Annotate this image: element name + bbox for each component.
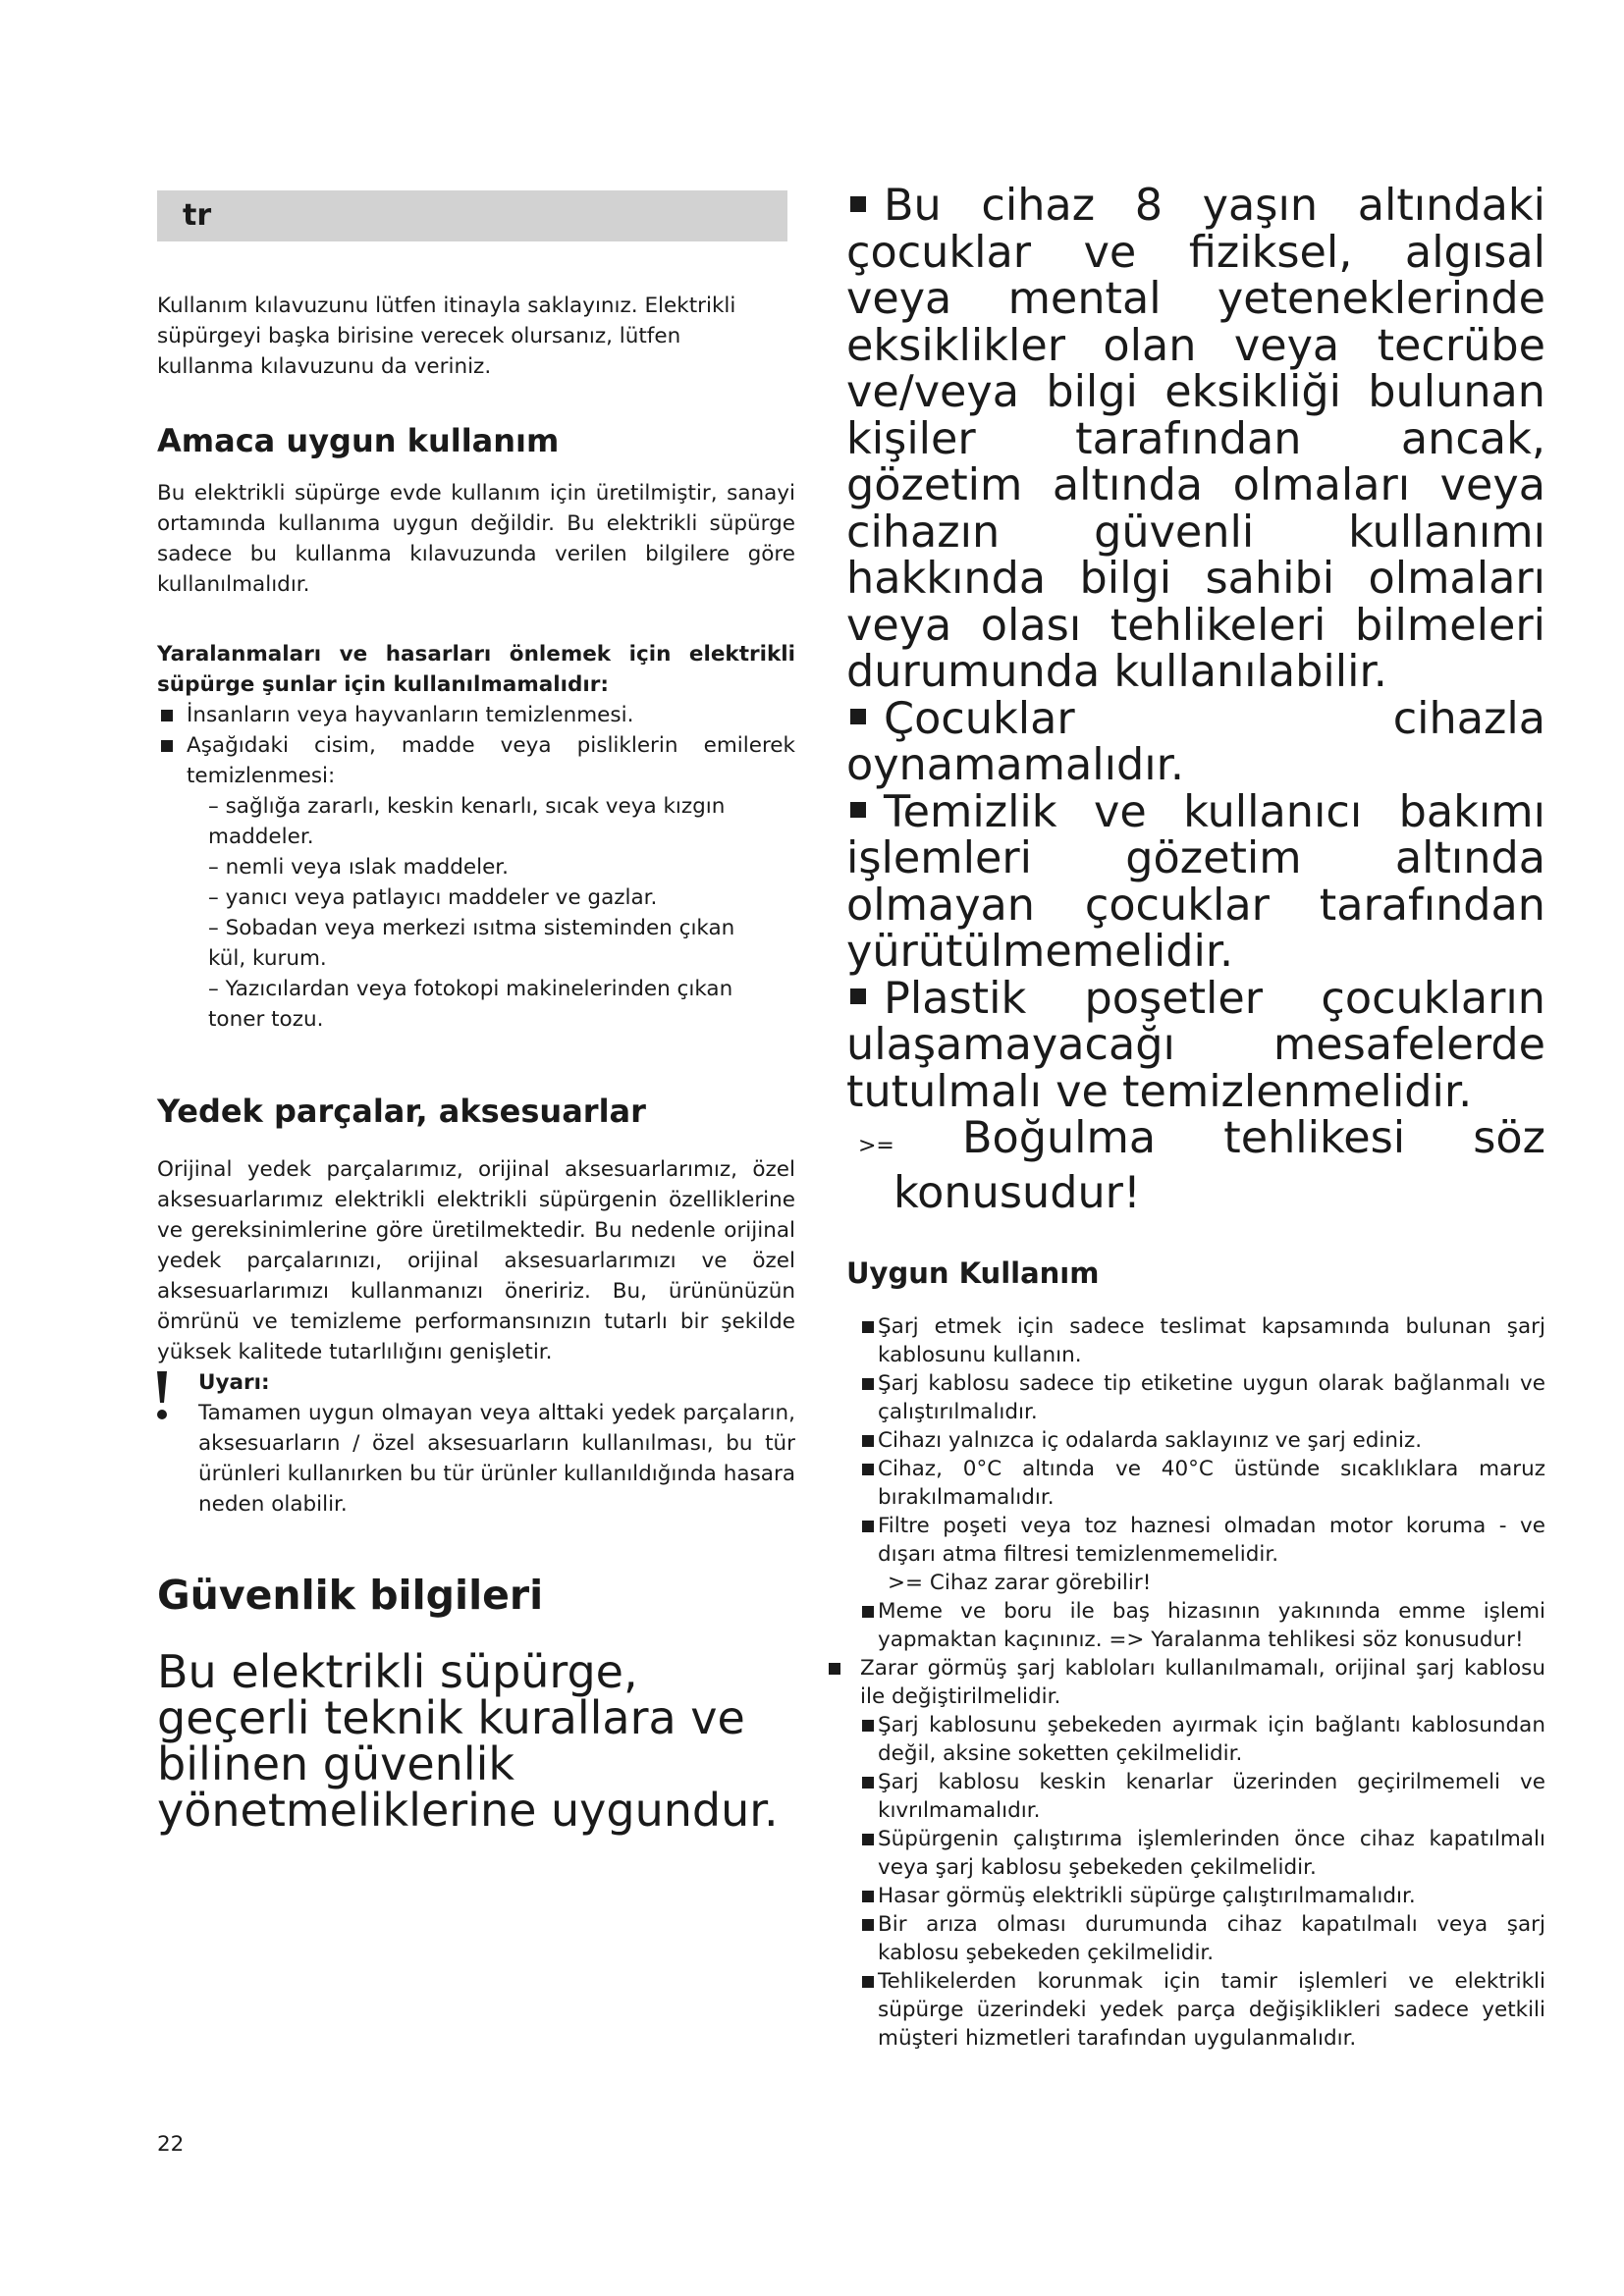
intended-use-heading: Amaca uygun kullanım: [157, 422, 560, 459]
bullet-square-icon: [862, 1891, 874, 1902]
right-column: [846, 183, 1545, 2053]
big-safety-notes: [846, 183, 1545, 1216]
list-item: – Sobadan veya merkezi ısıtma sisteminden çıkan kül, kurum.: [208, 916, 735, 971]
warning-title: Uyarı:: [198, 1370, 270, 1395]
bullet-square-icon: [829, 1663, 840, 1675]
intended-use-text: Bu elektrikli süpürge evde kullanım için üretilmiştir, sanayi ortamında kullanıma uygun değildir. Bu elektrikli süpürge sadece bu kullanma kılavuzunda verilen bilgilere göre kullanılmalıdır.: [157, 481, 795, 597]
bullet-square-icon: [862, 1919, 874, 1931]
list-item: Süpürgenin çalıştırıma işlemlerinden önce cihaz kapatılmalı veya şarj kablosu şebekeden çekilmelidir.: [846, 1825, 1545, 1882]
big-note: Plastik poşetler çocukların ulaşamayacağı mesafelerde tutulmalı ve temizlenmelidir.: [846, 973, 1545, 1117]
proper-use-list: [846, 1312, 1545, 2053]
language-tab: [157, 190, 787, 241]
list-item: Meme ve boru ile baş hizasının yakınında emme işlemi yapmaktan kaçınınız. => Yaralanma tehlikesi söz konusudur!: [846, 1597, 1545, 1654]
bullet-square-icon: [161, 740, 173, 752]
big-note: Bu cihaz 8 yaşın altındaki çocuklar ve fiziksel, algısal veya mental yeteneklerinde eksiklikler olan veya tecrübe ve/veya bilgi eksikliği bulunan kişiler tarafından ancak, gözetim altında olmaları veya cihazın güvenli kullanımı hakkında bilgi sahibi olmaları veya olası tehlikeleri bilmeleri durumunda kullanılabilir.: [846, 181, 1545, 697]
prohibited-list: [157, 700, 795, 791]
bullet-square-icon: [850, 709, 866, 724]
bullet-square-icon: [862, 1777, 874, 1789]
list-item: Şarj kablosunu şebekeden ayırmak için bağlantı kablosundan değil, aksine soketten çekilmelidir.: [846, 1711, 1545, 1768]
bullet-square-icon: [862, 1521, 874, 1532]
intro-text: Kullanım kılavuzunu lütfen itinayla saklayınız. Elektrikli süpürgeyi başka birisine verecek olursanız, lütfen kullanma kılavuzunu da veriniz.: [157, 294, 736, 379]
spare-parts-heading: Yedek parçalar, aksesuarlar: [157, 1093, 646, 1130]
list-note: >= Cihaz zarar görebilir!: [888, 1571, 1152, 1595]
list-item: Hasar görmüş elektrikli süpürge çalıştırılmamalıdır.: [846, 1882, 1545, 1910]
spare-parts-text: Orijinal yedek parçalarımız, orijinal aksesuarlarımız, özel aksesuarlarımız elektrikli elektrikli süpürgenin özelliklerine ve gereksinimlerine göre üretilmektedir. Bu nedenle orijinal yedek parçalarınızı, orijinal aksesuarlarımızı ve özel aksesuarlarımızı kullanmanızı öneririz. Bu, ürününüzün ömrünü ve temizleme performansınızın tutarlı bir şekilde yüksek kalitede tutarlılığını genişletir.: [157, 1157, 795, 1364]
list-item: – sağlığa zararlı, keskin kenarlı, sıcak veya kızgın maddeler.: [208, 794, 726, 849]
prohibited-sublist: [157, 791, 758, 1035]
list-item: Şarj kablosu keskin kenarlar üzerinden geçirilmemeli ve kıvrılmamalıdır.: [846, 1768, 1545, 1825]
big-note: Temizlik ve kullanıcı bakımı işlemleri gözetim altında olmayan çocuklar tarafından yürütülmemelidir.: [846, 786, 1545, 977]
bullet-square-icon: [850, 196, 866, 212]
bullet-square-icon: [862, 1435, 874, 1447]
bullet-square-icon: [862, 1976, 874, 1988]
bullet-square-icon: [862, 1606, 874, 1618]
big-note: Çocuklar cihazla oynamamalıdır.: [846, 693, 1545, 790]
prohibited-lead: Yaralanmaları ve hasarları önlemek için elektrikli süpürge şunlar için kullanılmamalıdır:: [157, 642, 795, 697]
list-item: İnsanların veya hayvanların temizlenmesi.: [157, 700, 795, 730]
list-item: Şarj kablosu sadece tip etiketine uygun olarak bağlanmalı ve çalıştırılmalıdır.: [846, 1369, 1545, 1426]
warning-block: [157, 1367, 795, 1520]
proper-use-heading: Uygun Kullanım: [846, 1256, 1100, 1290]
list-item: – nemli veya ıslak maddeler.: [208, 855, 509, 880]
list-item: Tehlikelerden korunmak için tamir işlemleri ve elektrikli süpürge üzerindeki yedek parça değişiklikleri sadece yetkili müşteri hizmetleri tarafından uygulanmalıdır.: [846, 1967, 1545, 2053]
bullet-square-icon: [161, 710, 173, 721]
bullet-square-icon: [850, 802, 866, 818]
big-warning: >= Boğulma tehlikesi söz konusudur!: [858, 1113, 1545, 1218]
arrow-icon: >=: [858, 1134, 894, 1158]
bullet-square-icon: [862, 1464, 874, 1475]
bullet-square-icon: [862, 1834, 874, 1845]
language-code: tr: [183, 198, 212, 233]
bullet-square-icon: [850, 988, 866, 1004]
list-item: Aşağıdaki cisim, madde veya pisliklerin emilerek temizlenmesi:: [157, 730, 795, 791]
list-item: Zarar görmüş şarj kabloları kullanılmamalı, orijinal şarj kablosu ile değiştirilmelidir.: [829, 1654, 1545, 1711]
exclamation-icon: [147, 1367, 177, 1426]
list-item: Bir arıza olması durumunda cihaz kapatılmalı veya şarj kablosu şebekeden çekilmelidir.: [846, 1910, 1545, 1967]
list-item: Cihaz, 0°C altında ve 40°C üstünde sıcaklıklara maruz bırakılmamalıdır.: [846, 1455, 1545, 1512]
safety-lead: Bu elektrikli süpürge, geçerli teknik kurallara ve bilinen güvenlik yönetmeliklerine uygundur.: [157, 1645, 779, 1837]
page-number: 22: [157, 2132, 185, 2157]
list-item: – yanıcı veya patlayıcı maddeler ve gazlar.: [208, 885, 658, 910]
bullet-square-icon: [862, 1720, 874, 1732]
list-item: Cihazı yalnızca iç odalarda saklayınız ve şarj ediniz.: [846, 1426, 1545, 1455]
bullet-square-icon: [862, 1378, 874, 1390]
left-column: [157, 291, 795, 1837]
list-item: Filtre poşeti veya toz haznesi olmadan motor koruma - ve dışarı atma filtresi temizlenmemelidir.: [846, 1512, 1545, 1569]
warning-text: Tamamen uygun olmayan veya alttaki yedek parçaların, aksesuarların / özel aksesuarların kullanılması, bu tür ürünleri kullanırken bu tür ürünler kullanıldığında hasara neden olabilir.: [198, 1401, 795, 1517]
bullet-square-icon: [862, 1321, 874, 1333]
list-item: Şarj etmek için sadece teslimat kapsamında bulunan şarj kablosunu kullanın.: [846, 1312, 1545, 1369]
safety-heading: Güvenlik bilgileri: [157, 1572, 544, 1619]
proper-use-section: [846, 1254, 1545, 2053]
list-item: – Yazıcılardan veya fotokopi makinelerinden çıkan toner tozu.: [208, 977, 733, 1032]
